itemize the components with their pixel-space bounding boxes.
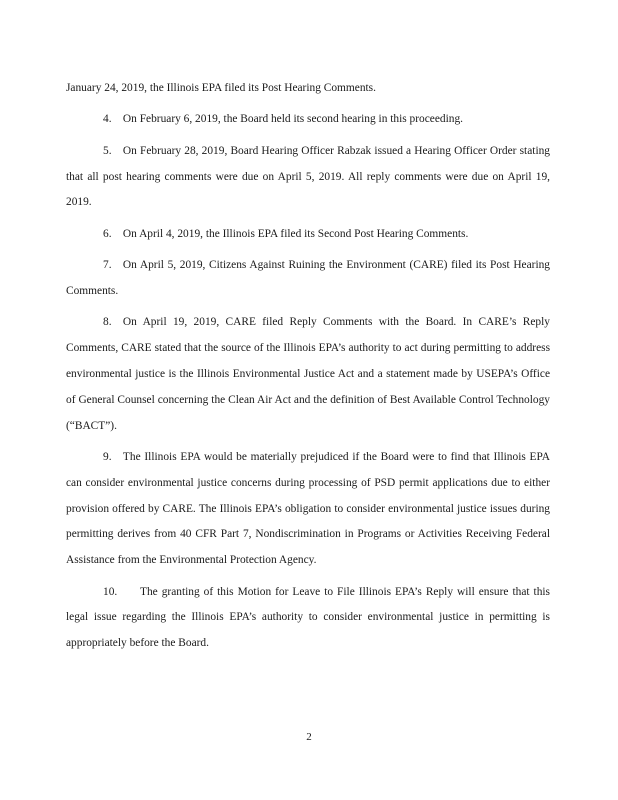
paragraph-4: 4. On February 6, 2019, the Board held its second hearing in this proceeding. bbox=[103, 113, 463, 126]
paragraph-10: 10. The granting of this Motion for Leave to File Illinois EPA’s Reply will ensure that this legal issue regarding the Illinois EPA’s authority to consider environmental justice in permitting is appropriately before the Board. bbox=[66, 585, 550, 650]
paragraph-6: 6. On April 4, 2019, the Illinois EPA filed its Second Post Hearing Comments. bbox=[103, 227, 469, 240]
paragraph-5: 5. On February 28, 2019, Board Hearing Officer Rabzak issued a Hearing Officer Order stating that all post hearing comments were due on April 5, 2019. All reply comments were due on April 19, 2019. bbox=[66, 144, 550, 209]
paragraph-7: 7. On April 5, 2019, Citizens Against Ruining the Environment (CARE) filed its Post Hearing Comments. bbox=[66, 259, 550, 297]
paragraph-continuation: January 24, 2019, the Illinois EPA filed its Post Hearing Comments. bbox=[66, 82, 376, 94]
document-body bbox=[66, 76, 550, 662]
page-number: 2 bbox=[306, 731, 312, 743]
paragraph-9: 9. The Illinois EPA would be materially prejudiced if the Board were to find that Illinois EPA can consider environmental justice concerns during processing of PSD permit applications due to either provision offered by CARE. The Illinois EPA’s obligation to consider environmental justice issues during permitting derives from 40 CFR Part 7, Nondiscrimination in Programs or Activities Receiving Federal Assistance from the Environmental Protection Agency. bbox=[66, 450, 550, 567]
paragraph-8: 8. On April 19, 2019, CARE filed Reply Comments with the Board. In CARE’s Reply Comments, CARE stated that the source of the Illinois EPA’s authority to act during permitting to address environmental justice is the Illinois Environmental Justice Act and a statement made by USEPA’s Office of General Counsel concerning the Clean Air Act and the definition of Best Available Control Technology (“BACT”). bbox=[66, 316, 550, 432]
